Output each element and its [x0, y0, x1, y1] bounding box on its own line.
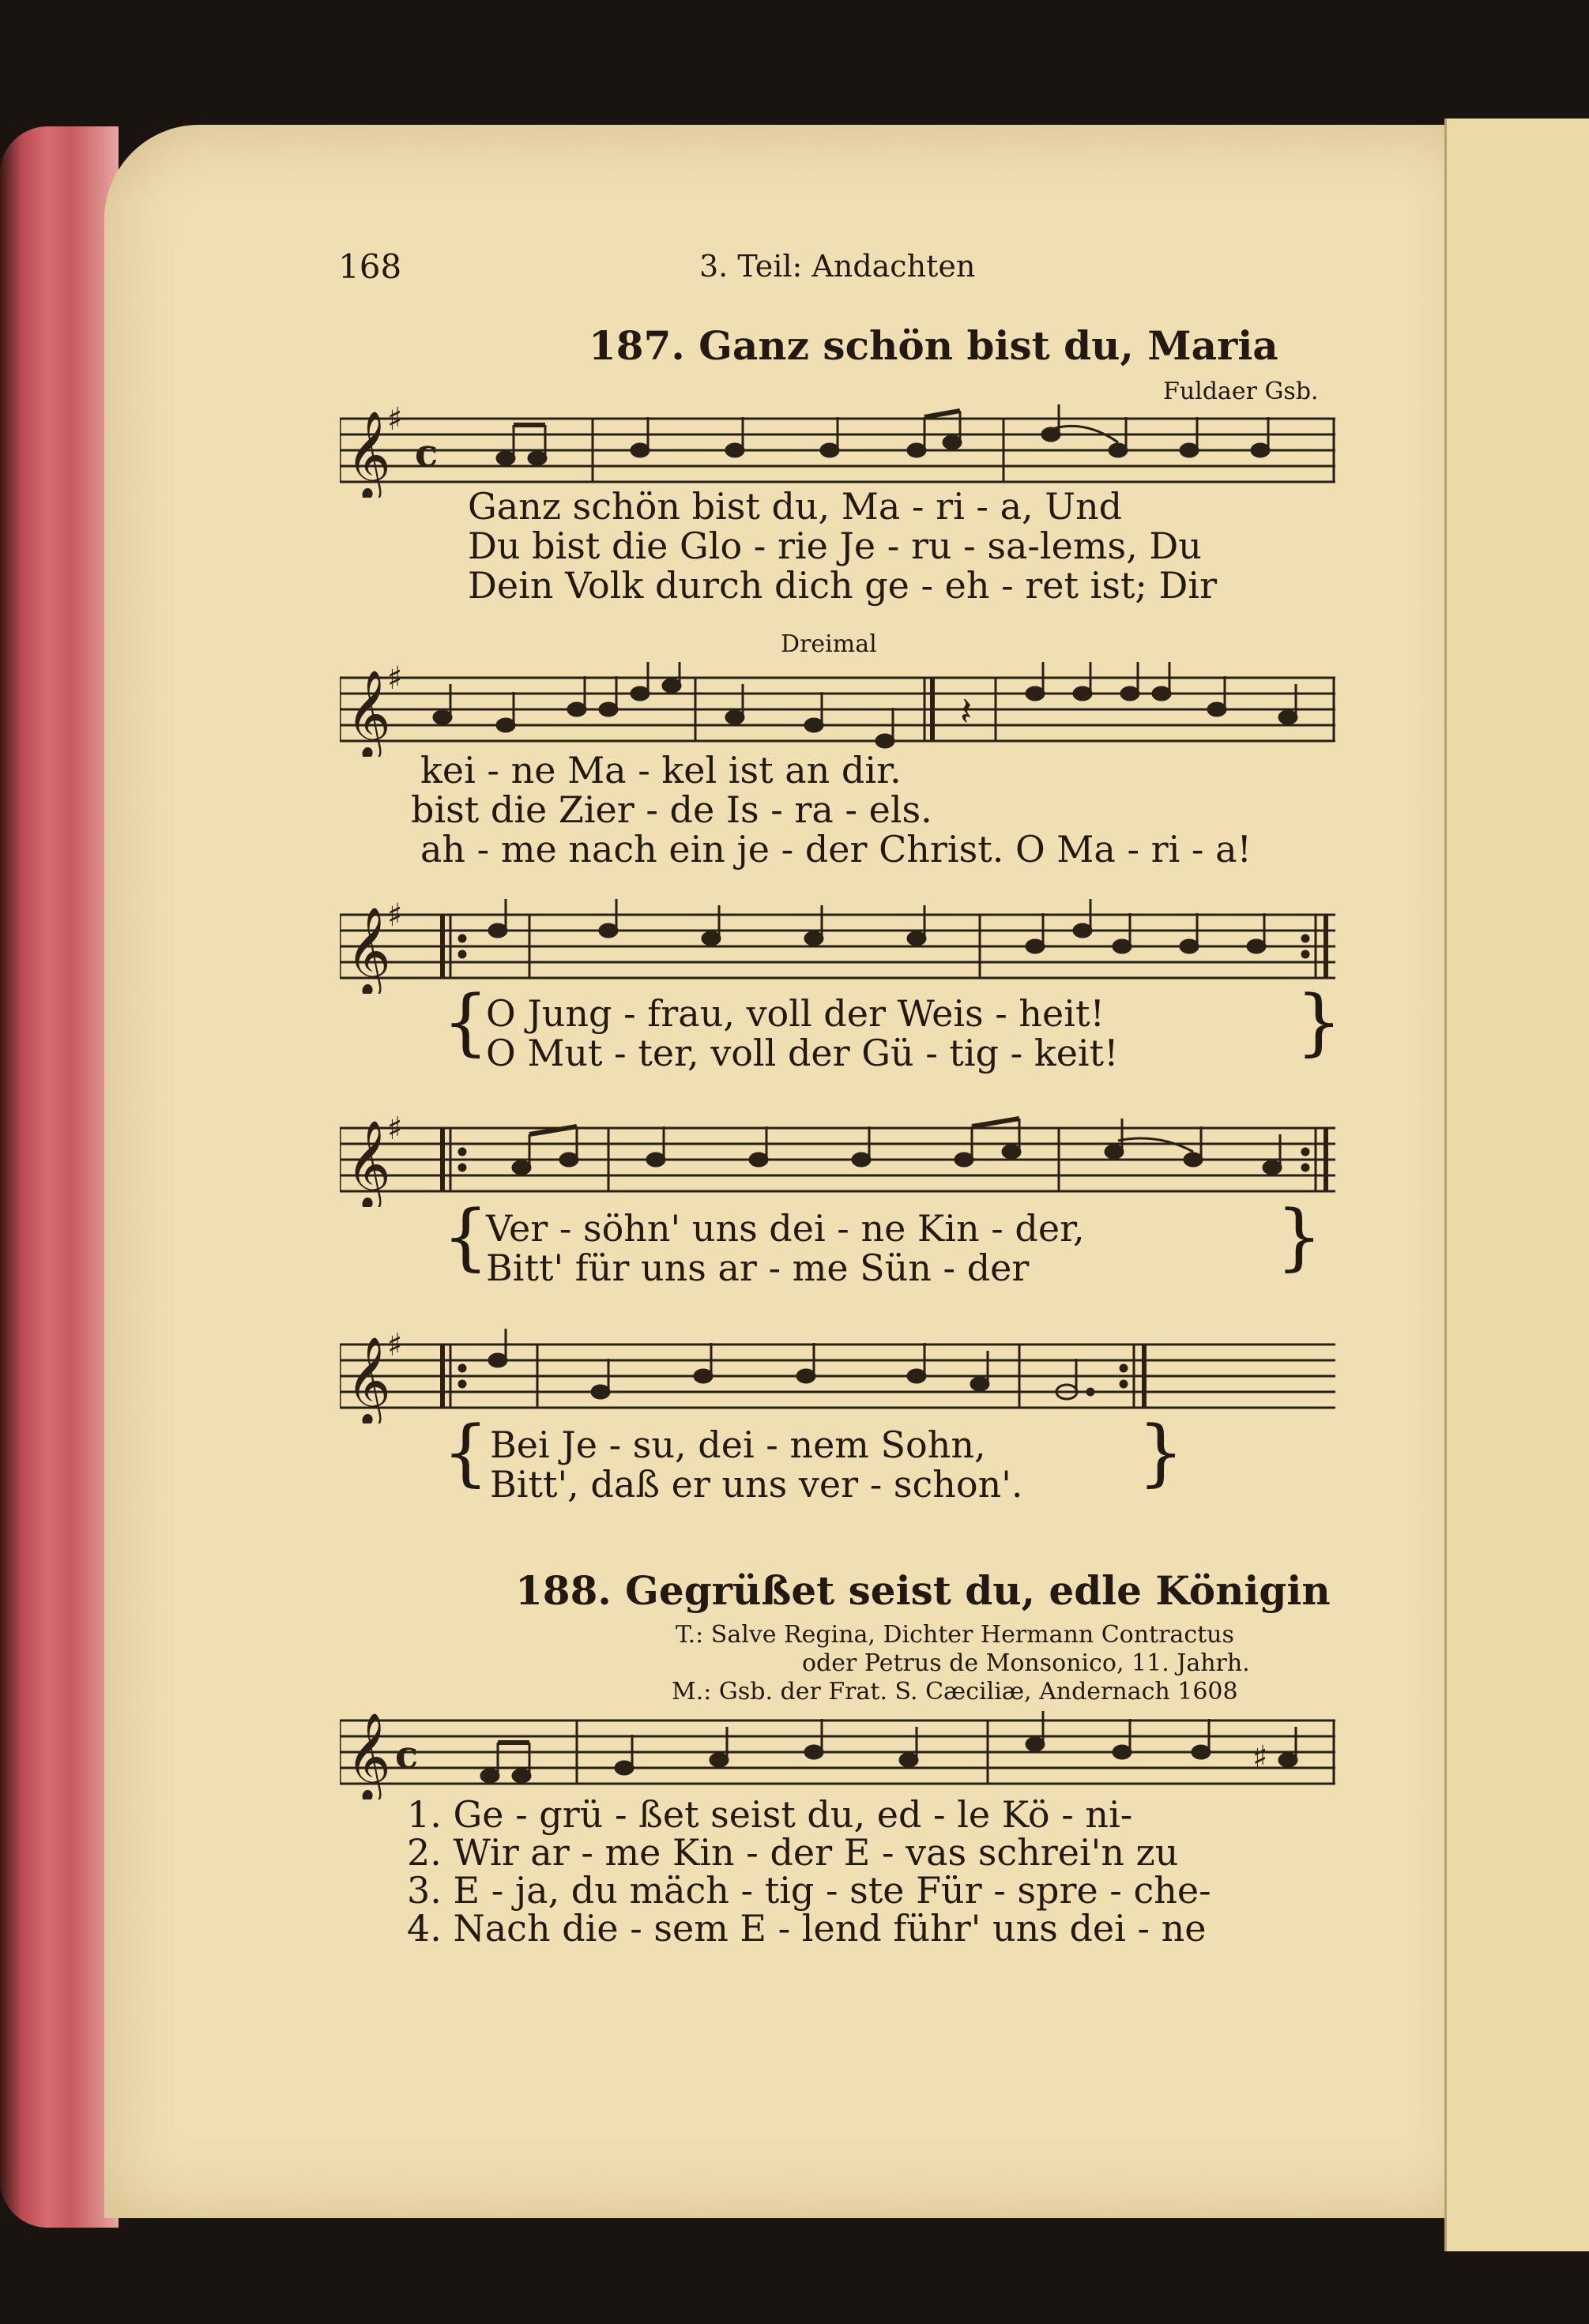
facing-page-edge — [1444, 118, 1589, 2251]
brace-right-icon: } — [1296, 980, 1342, 1064]
key-signature-sharp-icon: ♯ — [387, 662, 403, 697]
book-page-edges — [0, 126, 119, 2228]
lyric-line: O Mut - ter, voll der Gü - tig - keit! — [486, 1032, 1119, 1074]
running-head: 3. Teil: Andachten — [699, 249, 976, 284]
sharp-accidental-icon: ♯ — [1252, 1739, 1268, 1776]
melody-credit: M.: Gsb. der Frat. S. Cæciliæ, Andernach 1608 — [672, 1678, 1238, 1705]
lyric-line: Ganz schön bist du, Ma - ri - a, Und — [468, 485, 1123, 528]
treble-clef-icon: 𝄞 — [346, 1119, 391, 1207]
key-signature-sharp-icon: ♯ — [387, 899, 403, 934]
page-number: 168 — [338, 247, 402, 286]
music-staff — [340, 1329, 1335, 1423]
music-staff — [340, 1705, 1335, 1799]
treble-clef-icon: 𝄞 — [346, 1712, 391, 1799]
treble-clef-icon: 𝄞 — [346, 669, 391, 757]
lyric-line: Bitt' für uns ar - me Sün - der — [486, 1247, 1030, 1289]
lyric-line: Bitt', daß er uns ver - schon'. — [490, 1463, 1023, 1506]
brace-right-icon: } — [1138, 1410, 1184, 1495]
brace-left-icon: { — [442, 980, 489, 1064]
music-staff — [340, 662, 1335, 757]
treble-clef-icon: 𝄞 — [346, 906, 391, 994]
lyric-line: Ver - söhn' uns dei - ne Kin - der, — [486, 1207, 1085, 1250]
melody-source: Fuldaer Gsb. — [1163, 378, 1319, 405]
repeat-instruction: Dreimal — [781, 630, 877, 658]
lyric-line: kei - ne Ma - kel ist an dir. — [420, 749, 902, 792]
lyric-line: bist die Zier - de Is - ra - els. — [411, 788, 932, 831]
lyric-line: Dein Volk durch dich ge - eh - ret ist; Dir — [468, 564, 1218, 607]
key-signature-sharp-icon: ♯ — [387, 1112, 403, 1147]
brace-right-icon: } — [1276, 1194, 1323, 1279]
lyric-line: ah - me nach ein je - der Christ. O Ma - ri - a! — [420, 828, 1252, 871]
common-time-icon: c — [395, 1733, 419, 1777]
treble-clef-icon: 𝄞 — [346, 1336, 391, 1423]
hymn-title: 187. Ganz schön bist du, Maria — [589, 322, 1278, 369]
music-staff — [340, 403, 1335, 498]
text-credit: T.: Salve Regina, Dichter Hermann Contractus — [676, 1621, 1234, 1649]
music-staff — [340, 1112, 1335, 1207]
lyric-line: 2. Wir ar - me Kin - der E - vas schrei'n zu — [407, 1831, 1179, 1874]
key-signature-sharp-icon: ♯ — [387, 403, 403, 438]
lyric-line: O Jung - frau, voll der Weis - heit! — [486, 992, 1105, 1035]
treble-clef-icon: 𝄞 — [346, 410, 391, 498]
key-signature-sharp-icon: ♯ — [387, 1329, 403, 1363]
brace-left-icon: { — [442, 1410, 489, 1495]
lyric-line: 4. Nach die - sem E - lend führ' uns dei - ne — [407, 1907, 1207, 1950]
lyric-line: 3. E - ja, du mäch - tig - ste Für - spre - che- — [407, 1869, 1211, 1912]
rest-icon: 𝄽 — [960, 689, 973, 735]
hymn-title: 188. Gegrüßet seist du, edle Königin — [515, 1567, 1331, 1614]
lyric-line: Bei Je - su, dei - nem Sohn, — [490, 1423, 986, 1466]
brace-left-icon: { — [442, 1194, 489, 1279]
common-time-icon: c — [415, 431, 439, 476]
lyric-line: 1. Ge - grü - ßet seist du, ed - le Kö - ni- — [407, 1793, 1133, 1836]
music-staff — [340, 899, 1335, 994]
lyric-line: Du bist die Glo - rie Je - ru - sa-lems, Du — [468, 525, 1202, 567]
text-credit: oder Petrus de Monsonico, 11. Jahrh. — [802, 1649, 1250, 1677]
